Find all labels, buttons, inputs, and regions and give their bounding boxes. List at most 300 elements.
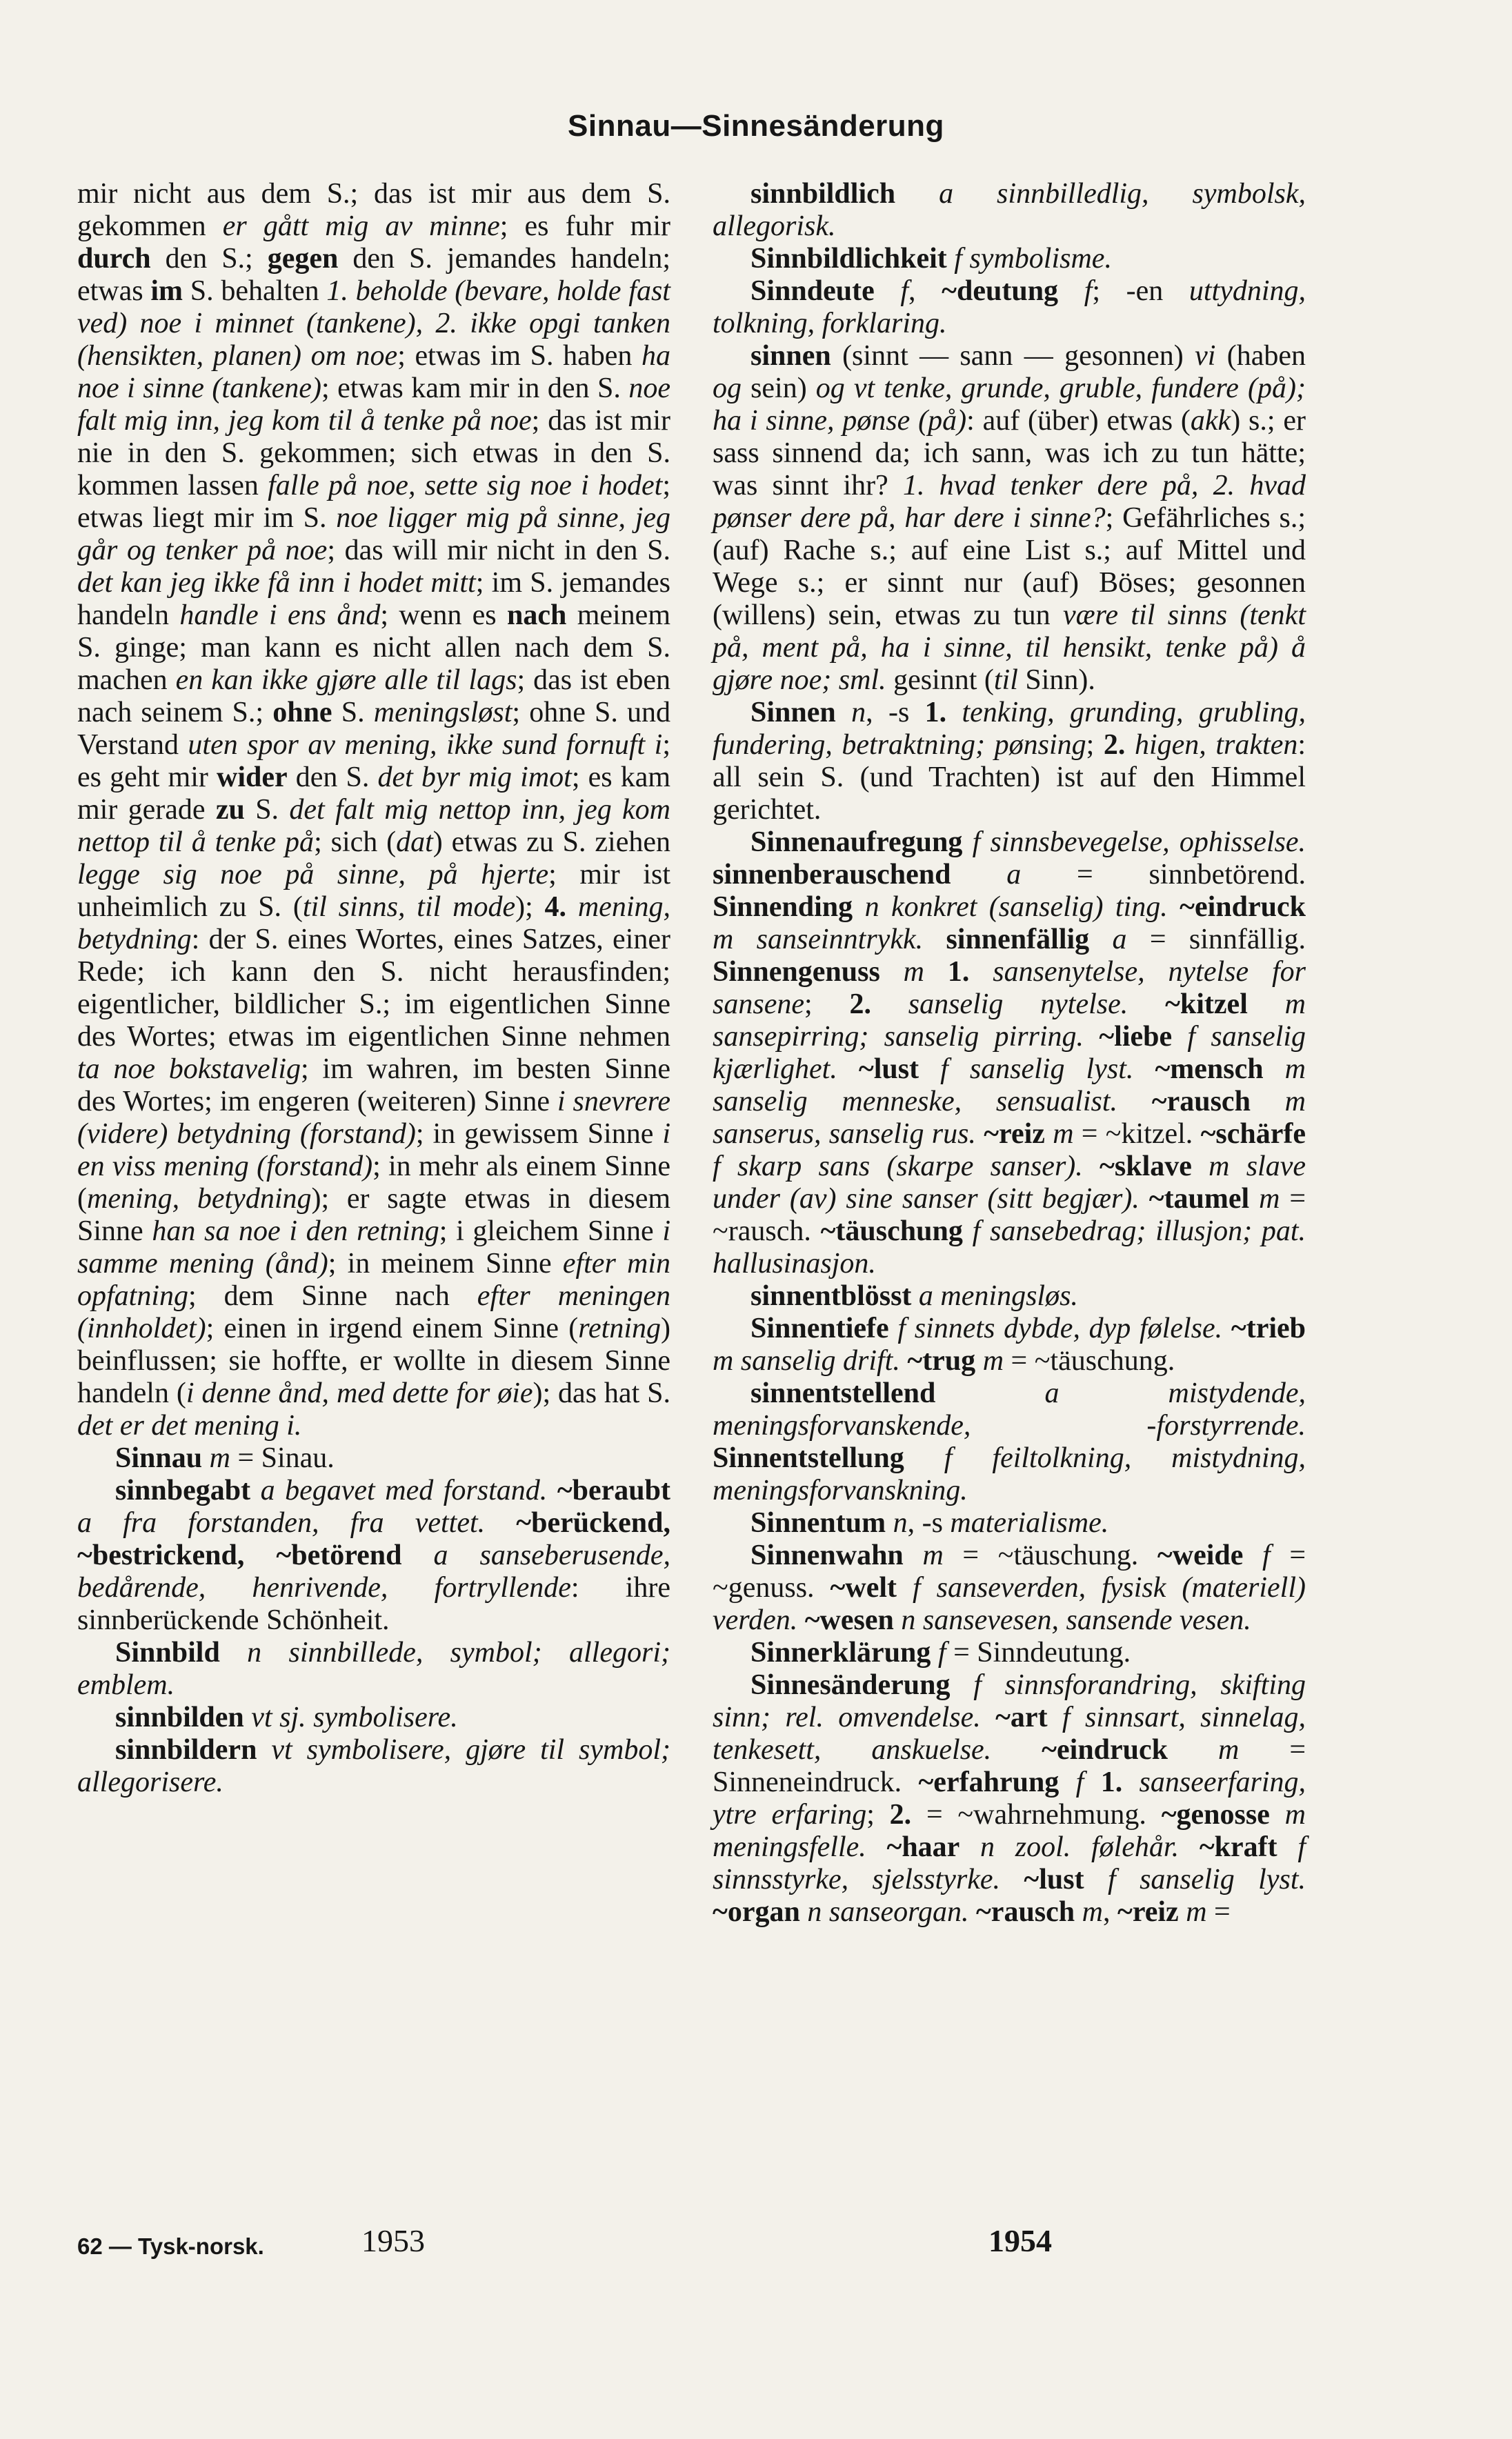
- translation-text: f: [1262, 1540, 1271, 1571]
- body-text: [1048, 1702, 1062, 1733]
- body-text: ; im S. jemandes handeln: [77, 567, 670, 631]
- translation-text: f sinnsstyrke, sjelsstyrke.: [713, 1831, 1306, 1895]
- translation-text: retning: [578, 1313, 661, 1344]
- translation-text: n sansevesen, sansende vesen.: [901, 1604, 1251, 1636]
- body-text: mir nicht aus dem S.; das ist mir aus dem S. gekommen: [77, 178, 670, 242]
- headword: ~weide: [1157, 1540, 1244, 1571]
- translation-text: n: [851, 697, 866, 728]
- translation-text: 1. beholde (bevare, holde fast ved) noe i minnet (tankene), 2. ikke opgi tanken (hensikten, planen) om noe: [77, 275, 670, 372]
- translation-text: f: [900, 275, 909, 307]
- body-text: [866, 1831, 887, 1863]
- headword: sinnentblösst: [750, 1280, 912, 1312]
- translation-text: m: [922, 1540, 944, 1571]
- body-text: : auf (über) etwas (: [966, 405, 1191, 437]
- body-text: [797, 1604, 805, 1636]
- headword: gegen: [267, 243, 339, 275]
- translation-text: n sinnbillede, symbol; allegori; emblem.: [77, 1637, 670, 1701]
- translation-text: m meningsfelle.: [713, 1799, 1306, 1863]
- body-text: = Sinneneindruck.: [713, 1734, 1306, 1798]
- dictionary-entry: [713, 1637, 1306, 1669]
- headword: 4.: [544, 891, 567, 923]
- body-text: ; -en: [1092, 275, 1189, 307]
- translation-text: m: [1082, 1896, 1103, 1928]
- body-text: [976, 1118, 984, 1150]
- body-text: ,: [1103, 1896, 1117, 1928]
- translation-text: handle i ens ånd: [179, 599, 381, 631]
- translation-text: sansenytelse, nytelse for sansene: [713, 956, 1306, 1020]
- body-text: [1179, 1896, 1186, 1928]
- body-text: [1264, 1053, 1285, 1085]
- translation-text: m: [982, 1345, 1004, 1377]
- translation-text: m: [903, 956, 924, 988]
- translation-text: a sanseberusende, bedårende, henrivende, fortryllende: [77, 1540, 670, 1604]
- body-text: [836, 697, 851, 728]
- page-number-left: 1953: [361, 2223, 425, 2258]
- translation-text: n konkret (sanselig) ting.: [864, 891, 1168, 923]
- headword: ~mensch: [1155, 1053, 1264, 1085]
- translation-text: m: [1218, 1734, 1240, 1766]
- headword: Sinnenaufregung: [750, 826, 963, 858]
- body-text: [1249, 1183, 1259, 1215]
- body-text: [566, 891, 578, 923]
- headword: ~haar: [886, 1831, 960, 1863]
- body-text: [963, 1215, 973, 1247]
- headword: ~lust: [1024, 1864, 1084, 1895]
- headword: ~rausch: [1151, 1086, 1251, 1117]
- headword: sinnenfällig: [946, 924, 1090, 955]
- body-text: [1084, 1021, 1099, 1053]
- dictionary-entry: [713, 1377, 1306, 1507]
- headword: Sinnesänderung: [750, 1669, 951, 1701]
- headword: ~sklave: [1100, 1151, 1192, 1182]
- translation-text: vi: [1195, 340, 1216, 372]
- body-text: ; Gefährliches s.; (auf) Rache s.; auf eine List s.; auf Mittel und Wege s.; er sinnt nur (auf) Böses; gesonnen (willens) sein, etwas zu tun: [713, 502, 1306, 631]
- translation-text: a meningsløs.: [918, 1280, 1078, 1312]
- dictionary-entry: [77, 1475, 670, 1637]
- translation-text: vt sj. symbolisere.: [251, 1702, 458, 1733]
- dictionary-entry: [713, 1507, 1306, 1540]
- body-text: ); das hat S.: [533, 1377, 670, 1409]
- body-text: [244, 1702, 252, 1733]
- body-text: sein): [742, 372, 816, 404]
- headword: sinnbilden: [115, 1702, 244, 1733]
- body-text: Sinn).: [1017, 664, 1095, 696]
- translation-text: f symbolisme.: [954, 243, 1112, 275]
- body-text: [904, 1442, 944, 1474]
- translation-text: uten spor av mening, ikke sund fornuft i: [188, 729, 663, 761]
- translation-text: til sinns, til mode: [302, 891, 516, 923]
- body-text: = ~täuschung.: [943, 1540, 1157, 1571]
- translation-text: f: [1084, 275, 1093, 307]
- body-text: = Sinau.: [230, 1442, 335, 1474]
- translation-text: n sanseorgan.: [807, 1896, 969, 1928]
- body-text: [895, 178, 939, 210]
- translation-text: f sinnsbevegelse, ophisselse.: [972, 826, 1306, 858]
- headword: ~täuschung: [820, 1215, 963, 1247]
- headword: ~erfahrung: [918, 1766, 1060, 1798]
- translation-text: i denne ånd, med dette for øie: [186, 1377, 533, 1409]
- dictionary-entry: [713, 1669, 1306, 1929]
- translation-text: higen, trakten: [1134, 729, 1298, 761]
- headword: 1.: [1100, 1766, 1123, 1798]
- body-text: ; im wahren, im besten Sinne des Wortes; im engeren (weiteren) Sinne: [77, 1053, 670, 1117]
- body-text: [947, 243, 955, 275]
- headword: sinnenberauschend: [713, 859, 951, 890]
- translation-text: a: [1006, 859, 1022, 890]
- translation-text: det er det mening i.: [77, 1410, 302, 1442]
- headword: ~beraubt: [557, 1475, 671, 1506]
- body-text: = ~wahrnehmung.: [911, 1799, 1162, 1831]
- body-text: ; in meinem Sinne: [328, 1248, 563, 1280]
- body-text: [1059, 1766, 1075, 1798]
- body-text: [950, 1669, 973, 1701]
- translation-text: f sansebedrag; illusjon; pat. hallusinasjon.: [713, 1215, 1306, 1280]
- translation-text: f skarp sans (skarpe sanser).: [713, 1151, 1083, 1182]
- body-text: [900, 1345, 908, 1377]
- headword: Sinnending: [713, 891, 853, 923]
- body-text: [969, 956, 993, 988]
- headword: Sinndeute: [750, 275, 875, 307]
- dictionary-entry: [713, 1540, 1306, 1637]
- headword: ~trieb: [1231, 1313, 1306, 1344]
- body-text: meinem S. ginge; man kann es nicht allen nach dem S. machen: [77, 599, 670, 696]
- body-text: [401, 1540, 433, 1571]
- translation-text: f: [1075, 1766, 1084, 1798]
- headword: ~deutung: [942, 275, 1059, 307]
- page-number-right: 1954: [988, 2223, 1052, 2258]
- body-text: ; etwas liegt mir im S.: [77, 470, 671, 534]
- body-text: [991, 1734, 1042, 1766]
- body-text: : der S. eines Wortes, eines Satzes, einer Rede; ich kann den S. nicht herausfinden; eigentlicher, bildlicher S.; im eigentlichen Sinne des Wortes; etwas im eigentlichen Sinne nehmen: [77, 924, 670, 1053]
- body-text: [1089, 924, 1112, 955]
- headword: ~trug: [907, 1345, 976, 1377]
- translation-text: en kan ikke gjøre alle til lags: [175, 664, 517, 696]
- body-text: = ~täuschung.: [1004, 1345, 1175, 1377]
- translation-text: og vt tenke, grunde, gruble, fundere (på); ha i sinne, pønse (på): [713, 372, 1306, 437]
- headword: ~wesen: [804, 1604, 894, 1636]
- body-text: = sinnfällig.: [1126, 924, 1306, 955]
- headword: Sinnerklärung: [750, 1637, 931, 1669]
- headword: Sinnau: [115, 1442, 203, 1474]
- headword: ~kraft: [1199, 1831, 1277, 1863]
- body-text: [1128, 988, 1165, 1020]
- headword: sinnbildlich: [750, 178, 896, 210]
- body-text: [1251, 1086, 1285, 1117]
- body-text: S.: [244, 794, 290, 826]
- headword: Sinnentstellung: [713, 1442, 904, 1474]
- body-text: gesinnt (: [886, 664, 994, 696]
- body-text: [250, 1475, 261, 1506]
- headword: Sinnentum: [750, 1507, 886, 1539]
- translation-text: sanseerfaring, ytre erfaring: [713, 1766, 1306, 1831]
- body-text: [931, 1637, 938, 1669]
- body-text: [1222, 1313, 1231, 1344]
- translation-text: efter meningen (innholdet): [77, 1280, 671, 1344]
- translation-text: m sanselig drift.: [713, 1345, 900, 1377]
- translation-text: i samme mening (ånd): [77, 1215, 671, 1280]
- body-text: ; das ist eben nach seinem S.;: [77, 664, 670, 728]
- headword: wider: [216, 761, 288, 793]
- headword: ~taumel: [1148, 1183, 1250, 1215]
- headword: 2.: [849, 988, 871, 1020]
- translation-text: mening, betydning: [77, 891, 670, 955]
- body-text: den S.: [287, 761, 378, 793]
- headword: ~genosse: [1161, 1799, 1270, 1831]
- body-text: [1192, 1151, 1208, 1182]
- body-text: [1045, 1118, 1053, 1150]
- translation-text: m: [1053, 1118, 1074, 1150]
- headword: ~kitzel: [1165, 988, 1248, 1020]
- body-text: (sinnt — sann — gesonnen): [830, 340, 1195, 372]
- translation-text: mening, betydning: [87, 1183, 312, 1215]
- translation-text: m slave under (av) sine sanser (sitt begjær).: [713, 1151, 1306, 1215]
- headword: 1.: [924, 697, 947, 728]
- body-text: [962, 826, 972, 858]
- headword: im: [150, 275, 183, 307]
- translation-text: m sanseinntrykk.: [713, 924, 924, 955]
- body-text: = ~genuss.: [713, 1540, 1306, 1604]
- translation-text: det falt mig nettop inn, jeg kom nettop til å tenke på: [77, 794, 671, 858]
- body-text: ,: [908, 275, 942, 307]
- body-text: S.: [332, 697, 374, 728]
- body-text: [1084, 1864, 1108, 1895]
- body-text: ; es geht mir: [77, 729, 670, 793]
- headword: ~eindruck: [1180, 891, 1306, 923]
- body-text: [897, 1572, 913, 1604]
- printer-signature: 62 — Tysk-norsk.: [77, 2233, 264, 2259]
- translation-text: m sansepirring; sanselig pirring.: [713, 988, 1306, 1053]
- body-text: = Sinndeutung.: [946, 1637, 1131, 1669]
- entry-continuation: [77, 178, 670, 1442]
- translation-text: m sanselig menneske, sensualist.: [713, 1053, 1306, 1117]
- body-text: [257, 1734, 271, 1766]
- translation-text: f sanselig lyst.: [940, 1053, 1134, 1085]
- translation-text: m: [1186, 1896, 1207, 1928]
- body-text: );: [515, 891, 545, 923]
- translation-text: f: [937, 1637, 946, 1669]
- body-text: ; i gleichem Sinne: [439, 1215, 663, 1247]
- body-text: [959, 1831, 980, 1863]
- body-text: [904, 1540, 923, 1571]
- body-text: [1117, 1086, 1152, 1117]
- headword: Sinnbildlichkeit: [750, 243, 947, 275]
- headword: Sinnbild: [115, 1637, 220, 1669]
- headword: zu: [215, 794, 245, 826]
- body-text: ; in gewissem Sinne: [415, 1118, 663, 1150]
- headword: sinnbildern: [115, 1734, 257, 1766]
- translation-text: tenking, grunding, grubling, fundering, betraktning; pønsing: [713, 697, 1306, 761]
- body-text: [1248, 988, 1285, 1020]
- dictionary-entry: [713, 178, 1306, 243]
- translation-text: noe falt mig inn, jeg kom til å tenke på noe: [77, 372, 670, 437]
- body-text: ) s.; er sass sinnend da; ich sann, was ich zu tun hätte; was sinnt ihr?: [713, 405, 1306, 501]
- headword: Sinnenwahn: [750, 1540, 904, 1571]
- body-text: = ~kitzel.: [1073, 1118, 1201, 1150]
- body-text: ;: [1086, 729, 1104, 761]
- body-text: [886, 1507, 893, 1539]
- body-text: [871, 988, 908, 1020]
- body-text: [946, 697, 962, 728]
- translation-text: m sanserus, sanselig rus.: [713, 1086, 1306, 1150]
- body-text: [800, 1896, 808, 1928]
- body-text: [202, 1442, 210, 1474]
- translation-text: vt symbolisere, gjøre til symbol; allegorisere.: [77, 1734, 670, 1798]
- body-text: [1000, 1864, 1024, 1895]
- body-text: : all sein S. (und Trachten) ist auf den Himmel gerichtet.: [713, 729, 1306, 826]
- body-text: [1168, 891, 1180, 923]
- translation-text: a begavet med forstand.: [260, 1475, 548, 1506]
- body-text: ; sich (: [314, 826, 397, 858]
- dictionary-entry: [77, 1637, 670, 1702]
- body-text: [919, 1053, 940, 1085]
- translation-text: a sinnbilledlig, symbolsk, allegorisk.: [713, 178, 1306, 242]
- body-text: =: [1206, 1896, 1231, 1928]
- dictionary-entry: [713, 243, 1306, 275]
- headword: sinnentstellend: [750, 1377, 936, 1409]
- translation-text: meningsløst: [373, 697, 513, 728]
- body-text: [923, 924, 946, 955]
- headword: 2.: [889, 1799, 912, 1831]
- body-text: ;: [866, 1799, 890, 1831]
- dictionary-entry: [77, 1702, 670, 1734]
- headword: Sinnengenuss: [713, 956, 880, 988]
- headword: ~berückend, ~bestrickend, ~betörend: [77, 1507, 670, 1571]
- translation-text: 1. hvad tenker dere på, 2. hvad pønser dere på, har dere i sinne?: [713, 470, 1306, 534]
- dictionary-entry: [77, 1734, 670, 1799]
- body-text: [1084, 1766, 1100, 1798]
- translation-text: uttydning, tolkning, forklaring.: [713, 275, 1306, 339]
- translation-text: m: [209, 1442, 230, 1474]
- body-text: ; wenn es: [380, 599, 507, 631]
- body-text: [935, 1377, 1044, 1409]
- headword: ~organ: [713, 1896, 800, 1928]
- translation-text: legge sig noe på sinne, på hjerte: [77, 859, 549, 890]
- body-text: [1168, 1734, 1218, 1766]
- translation-text: sanselig nytelse.: [908, 988, 1128, 1020]
- body-text: [981, 1702, 995, 1733]
- translation-text: det kan jeg ikke få inn i hodet mitt: [77, 567, 476, 599]
- translation-text: er gått mig av minne: [222, 210, 500, 242]
- body-text: [220, 1637, 247, 1669]
- headword: sinnen: [750, 340, 831, 372]
- translation-text: f sinnets dybde, dyp følelse.: [897, 1313, 1223, 1344]
- body-text: , -s: [907, 1507, 951, 1539]
- headword: ~reiz: [1117, 1896, 1179, 1928]
- translation-text: f sinnsart, sinnelag, tenkesett, anskuelse.: [713, 1702, 1306, 1766]
- headword: ~liebe: [1099, 1021, 1173, 1053]
- body-text: ; es kam mir gerade: [77, 761, 671, 826]
- body-text: [875, 275, 901, 307]
- headword: ohne: [272, 697, 332, 728]
- headword: Sinnentiefe: [750, 1313, 889, 1344]
- body-text: ; ohne S. und Verstand: [77, 697, 671, 761]
- body-text: [1075, 1896, 1082, 1928]
- body-text: [1243, 1540, 1262, 1571]
- body-text: [853, 891, 864, 923]
- translation-text: f sinnsforandring, skifting sinn; rel. omvendelse.: [713, 1669, 1306, 1733]
- body-text: ; etwas im S. haben: [397, 340, 641, 372]
- body-text: ); er sagte etwas in diesem Sinne: [77, 1183, 671, 1247]
- body-text: ) beinflussen; sie hoffte, er wollte in diesem Sinne handeln (: [77, 1313, 670, 1409]
- translation-text: og: [713, 372, 742, 404]
- dictionary-entry: [713, 826, 1306, 1280]
- body-text: [968, 1896, 976, 1928]
- headword: 1.: [947, 956, 970, 988]
- translation-text: noe ligger mig på sinne, jeg går og tenker på noe: [77, 502, 671, 566]
- dictionary-entry: [713, 275, 1306, 340]
- body-text: : ihre sinnberückende Schönheit.: [77, 1572, 670, 1636]
- dictionary-entry: [713, 1313, 1306, 1377]
- body-text: = ~rausch.: [713, 1183, 1306, 1247]
- headword: ~art: [995, 1702, 1048, 1733]
- body-text: [889, 1313, 898, 1344]
- headword: 2.: [1103, 729, 1126, 761]
- body-text: [1125, 729, 1135, 761]
- translation-text: n: [893, 1507, 908, 1539]
- running-head: Sinnau—Sinnesänderung: [568, 109, 944, 143]
- body-text: [1140, 1183, 1149, 1215]
- translation-text: dat: [396, 826, 433, 858]
- body-text: [547, 1475, 557, 1506]
- headword: ~eindruck: [1042, 1734, 1168, 1766]
- body-text: [924, 956, 948, 988]
- translation-text: i en viss mening (forstand): [77, 1118, 670, 1182]
- body-text: [1058, 275, 1084, 307]
- body-text: ; etwas kam mir in den S.: [321, 372, 629, 404]
- translation-text: f sanselig lyst.: [1108, 1864, 1306, 1895]
- body-text: [951, 859, 1006, 890]
- translation-text: falle på noe, sette sig noe i hodet: [268, 470, 663, 501]
- body-text: ; es fuhr mir: [499, 210, 671, 242]
- body-text: [975, 1345, 983, 1377]
- translation-text: han sa noe i den retning: [152, 1215, 439, 1247]
- dictionary-entry: [713, 697, 1306, 826]
- left-column: [77, 178, 670, 1799]
- translation-text: f sanseverden, fysisk (materiell) verden.: [713, 1572, 1306, 1636]
- right-column: [713, 178, 1306, 1929]
- body-text: [1083, 1151, 1100, 1182]
- translation-text: m: [1259, 1183, 1280, 1215]
- body-text: [485, 1507, 516, 1539]
- translation-text: efter min opfatning: [77, 1248, 671, 1312]
- body-text: [1270, 1799, 1285, 1831]
- headword: durch: [77, 243, 151, 275]
- body-text: ) etwas zu S. ziehen: [432, 826, 670, 858]
- body-text: [880, 956, 904, 988]
- translation-text: være til sinns (tenkt på, ment på, ha i sinne, til hensikt, tenke på) å gjøre noe; sml.: [713, 599, 1306, 696]
- translation-text: n zool. følehår.: [980, 1831, 1180, 1863]
- headword: ~schärfe: [1200, 1118, 1306, 1150]
- translation-text: akk: [1190, 405, 1231, 437]
- headword: nach: [507, 599, 567, 631]
- translation-text: i snevrere (videre) betydning (forstand): [77, 1086, 670, 1150]
- translation-text: ta noe bokstavelig: [77, 1053, 301, 1085]
- body-text: S. behalten: [183, 275, 327, 307]
- headword: Sinnen: [750, 697, 836, 728]
- body-text: [1122, 1766, 1139, 1798]
- translation-text: f sanselig kjærlighet.: [713, 1021, 1306, 1085]
- body-text: den S.;: [150, 243, 268, 275]
- body-text: ; dem Sinne nach: [188, 1280, 477, 1312]
- body-text: den S. jemandes handeln; etwas: [77, 243, 671, 307]
- dictionary-entry: [713, 1280, 1306, 1313]
- translation-text: materialisme.: [950, 1507, 1109, 1539]
- body-text: [911, 1280, 919, 1312]
- dictionary-entry: [77, 1442, 670, 1475]
- body-text: [1277, 1831, 1298, 1863]
- headword: ~welt: [830, 1572, 897, 1604]
- translation-text: ha noe i sinne (tankene): [77, 340, 670, 404]
